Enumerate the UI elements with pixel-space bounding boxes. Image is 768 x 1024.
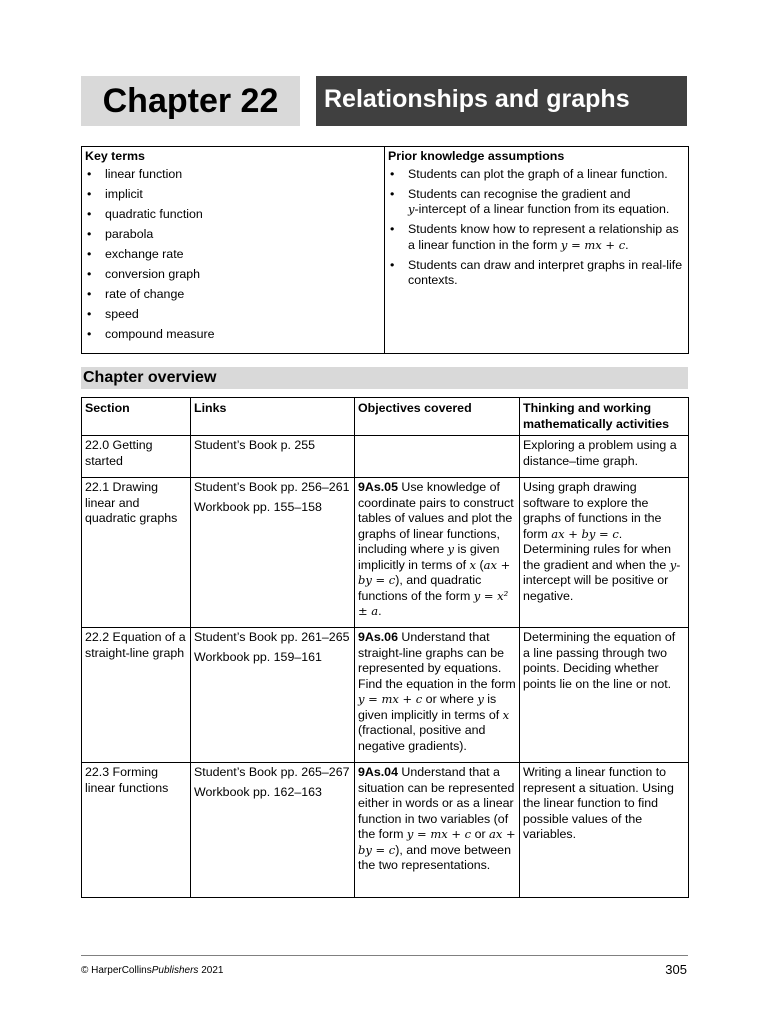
activity-cell: Writing a linear function to represent a situation. Using the linear function to find possible values of the variables. xyxy=(520,763,689,898)
pk-text: Students can draw and interpret graphs in real-life contexts. xyxy=(408,257,683,287)
year-text: 2021 xyxy=(198,965,224,976)
page-number: 305 xyxy=(665,962,687,977)
chapter-overview-table xyxy=(81,397,689,898)
pk-text: -intercept of a linear function from its equation. xyxy=(414,202,670,216)
link-text: Student’s Book p. 255 xyxy=(194,438,316,452)
table-header-row xyxy=(82,398,689,436)
key-term-item: • quadratic function xyxy=(85,207,381,223)
obj-text: Understand that a situation can be represented either in words or as a linear function in two variables (of the form xyxy=(358,765,515,841)
activity-cell: Exploring a problem using a distance–time graph. xyxy=(520,436,689,478)
act-math: ax + by = c xyxy=(551,526,619,541)
prior-knowledge-cell xyxy=(385,147,689,354)
prior-knowledge-item xyxy=(388,167,685,183)
objective-code: 9As.05 xyxy=(358,480,398,494)
pk-math: y = mx + c xyxy=(560,237,626,252)
pk-text: Students can plot the graph of a linear function. xyxy=(408,166,668,181)
objective-code: 9As.06 xyxy=(358,630,398,644)
link-text: Workbook pp. 155–158 xyxy=(194,499,322,514)
section-cell: 22.1 Drawing linear and quadratic graphs xyxy=(82,478,191,628)
obj-text: or where xyxy=(422,692,478,706)
table-row xyxy=(82,628,689,763)
obj-math: y = mx + c xyxy=(358,692,423,706)
link-text: Student’s Book pp. 261–265 xyxy=(194,630,350,644)
column-header-objectives: Objectives covered xyxy=(355,398,520,436)
footer-divider xyxy=(81,955,688,956)
act-math: y xyxy=(669,557,677,572)
copyright-text: © HarperCollins xyxy=(81,965,152,976)
prior-knowledge-item xyxy=(388,222,685,253)
obj-text: (fractional, positive and negative gradients). xyxy=(358,723,486,753)
prior-knowledge-item xyxy=(388,258,685,289)
key-term-item: • conversion graph xyxy=(85,267,381,283)
obj-text: ), and quadratic functions of the form xyxy=(358,573,482,603)
prior-knowledge-heading: Prior knowledge assumptions xyxy=(388,149,565,163)
prior-knowledge-list xyxy=(388,167,685,289)
table-row xyxy=(82,436,689,478)
activity-cell xyxy=(520,478,689,628)
key-term-item: • rate of change xyxy=(85,287,381,303)
links-cell xyxy=(191,628,355,763)
links-cell xyxy=(191,436,355,478)
copyright-notice xyxy=(81,965,223,976)
publisher-text: Publishers xyxy=(151,965,199,976)
chapter-title: Relationships and graphs xyxy=(316,76,687,126)
activity-cell: Determining the equation of a line passing through two points. Deciding whether points lie on the line or not. xyxy=(520,628,689,763)
act-text: Using graph drawing software to explore the graphs of functions in the form xyxy=(523,480,662,541)
objective-cell xyxy=(355,436,520,478)
key-term-item: • implicit xyxy=(85,187,381,203)
table-row xyxy=(82,478,689,628)
pk-math: y xyxy=(408,202,415,216)
obj-math: ax + by = c xyxy=(358,827,516,857)
pk-text: Students can recognise the gradient and xyxy=(408,186,631,201)
obj-math: y xyxy=(447,542,455,556)
obj-text: Use knowledge of coordinate pairs to construct tables of values and plot the graphs of linear functions, including where xyxy=(358,480,514,556)
key-term-item: • exchange rate xyxy=(85,247,381,263)
chapter-label: Chapter 22 xyxy=(81,76,300,126)
section-cell: 22.3 Forming linear functions xyxy=(82,763,191,898)
objective-cell xyxy=(355,478,520,628)
obj-math: ax + by = c xyxy=(358,557,511,587)
section-cell: 22.2 Equation of a straight-line graph xyxy=(82,628,191,763)
link-text: Student’s Book pp. 265–267 xyxy=(194,765,350,779)
chapter-overview-heading: Chapter overview xyxy=(81,367,688,389)
key-terms-heading: Key terms xyxy=(85,149,145,163)
link-text: Student’s Book pp. 256–261 xyxy=(194,480,350,494)
prior-knowledge-item xyxy=(388,187,685,218)
links-cell xyxy=(191,478,355,628)
obj-text: Understand that straight-line graphs can be represented by equations. Find the equation in the form xyxy=(358,630,516,691)
table-row xyxy=(82,763,689,898)
column-header-links: Links xyxy=(191,398,355,436)
pk-text: Students know how to represent a relationship as a linear function in the form xyxy=(408,222,679,252)
objective-cell xyxy=(355,628,520,763)
obj-text: ), and move between the two representations. xyxy=(358,842,511,872)
obj-math: y xyxy=(477,692,484,706)
link-text: Workbook pp. 162–163 xyxy=(194,784,322,799)
key-term-item: • parabola xyxy=(85,227,381,243)
obj-text: ( xyxy=(476,557,484,572)
section-cell: 22.0 Getting started xyxy=(82,436,191,478)
link-text: Workbook pp. 159–161 xyxy=(194,649,322,664)
obj-text: is given implicitly in terms of xyxy=(358,542,500,572)
obj-math: x xyxy=(469,557,477,572)
obj-math: y = x² ± a xyxy=(358,588,509,618)
act-text: . Determining rules for when the gradient and when the xyxy=(523,526,672,572)
key-term-item: • linear function xyxy=(85,167,381,183)
obj-text: . xyxy=(378,604,382,618)
links-cell xyxy=(191,763,355,898)
obj-math: y = mx + c xyxy=(406,827,472,841)
column-header-activities: Thinking and working mathematically activities xyxy=(520,398,689,436)
pk-text: . xyxy=(625,237,629,252)
objective-cell xyxy=(355,763,520,898)
key-term-item: • compound measure xyxy=(85,327,381,343)
key-terms-list xyxy=(85,167,381,343)
objective-code: 9As.04 xyxy=(358,765,398,779)
key-terms-table xyxy=(81,146,689,354)
obj-math: x xyxy=(502,707,510,722)
column-header-section: Section xyxy=(82,398,191,436)
obj-text: is given implicitly in terms of xyxy=(358,692,503,722)
obj-text: or xyxy=(471,827,490,841)
key-terms-cell xyxy=(82,147,385,354)
key-term-item: • speed xyxy=(85,307,381,323)
act-text: -intercept will be positive or negative. xyxy=(523,557,681,603)
